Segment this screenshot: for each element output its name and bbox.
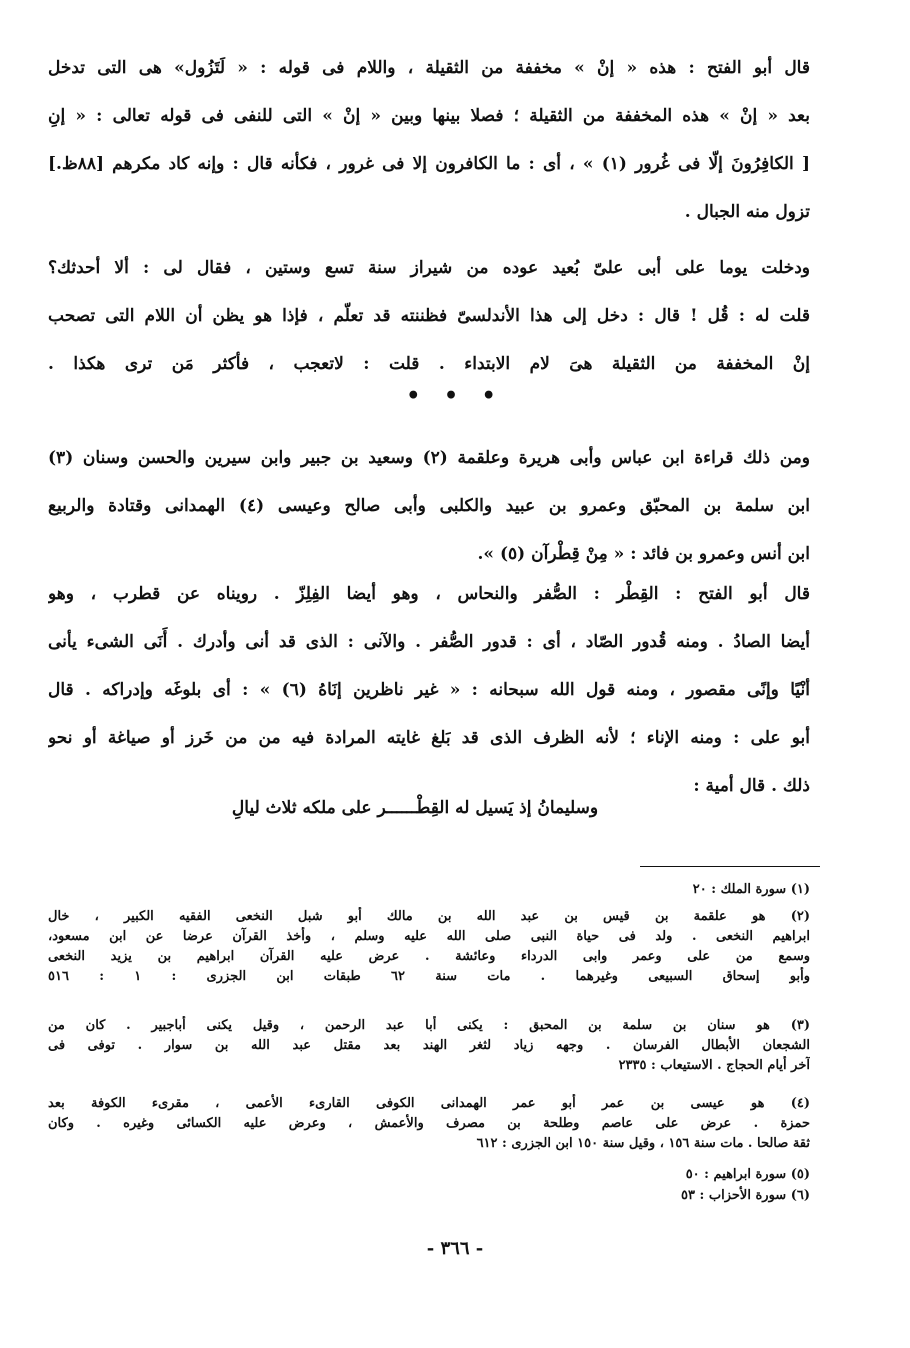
footnote-line: (٦) سورة الأحزاب : ٥٣ xyxy=(681,1188,810,1203)
footnote-2 xyxy=(48,907,810,987)
footnote-line: ابراهيم النخعى . ولد فى حياة النبى صلى الله عليه وسلم ، وأخذ القرآن عرضا عن ابن مسعود، xyxy=(48,929,810,944)
footnote-line: آخر أيام الحجاج . الاستيعاب : ٢٣٣٥ xyxy=(618,1058,810,1073)
paragraph-abu-ali-anecdote xyxy=(48,244,810,388)
footnote-5 xyxy=(48,1165,810,1185)
text-line: ومن ذلك قراءة ابن عباس وأبى هريرة وعلقمة (٢) وسعيد بن جبير وابن سيرين والحسن وسنان (٣) xyxy=(48,448,810,468)
footnote-line: حمزة . عرض على عاصم وطلحة بن مصرف والأعمش ، وعرض عليه الكسائى وغيره . وكان xyxy=(48,1116,810,1131)
footnote-6 xyxy=(48,1186,810,1206)
paragraph-qitr-explanation xyxy=(48,570,810,810)
footnote-line: (١) سورة الملك : ٢٠ xyxy=(692,882,810,897)
footnote-line: وسمع من على وعمر وابى الدرداء وعائشة . عرض عليه القرآن ابراهيم بن يزيد النخعى xyxy=(48,949,810,964)
text-line: قال أبو الفتح : القِطْر : الصُّفر والنحاس ، وهو أيضا الفِلِزّ . رويناه عن قطرب ، وهو xyxy=(48,584,810,604)
footnote-4 xyxy=(48,1094,810,1154)
poetry-verse: وسليمانُ إذ يَسيل له القِطْــــــر على ملكه ثلاث ليالِ xyxy=(231,798,599,818)
text-line: بعد « إنْ » هذه المخففة من الثقيلة ؛ فصلا بينها وبين « إنْ » التى للنفى فى قوله تعالى : « إنِ xyxy=(48,106,810,126)
footnote-line: (٥) سورة ابراهيم : ٥٠ xyxy=(685,1167,810,1182)
text-line: أيضا الصادُ . ومنه قُدور الصّاد ، أى : قدور الصُّفر . والآنى : الذى قد أنى وأدرك . أَنَى الشىء يأنى xyxy=(48,632,810,652)
footnote-line: وأبو إسحاق السبيعى وغيرهما . مات سنة ٦٢ طبقات ابن الجزرى : ١ : ٥١٦ xyxy=(48,969,810,984)
paragraph-qiraat xyxy=(48,434,810,578)
text-line: ودخلت يوما على أبى علىّ بُعيد عوده من شيراز سنة تسع وستين ، فقال لى : ألا أحدثك؟ xyxy=(48,258,810,278)
paragraph-abu-alfath-commentary xyxy=(48,44,810,236)
text-line: ابن سلمة بن المحبّق وعمرو بن عبيد والكلبى وأبى صالح وعيسى (٤) الهمدانى وقتادة والربيع xyxy=(48,496,810,516)
text-line: قال أبو الفتح : هذه « إنْ » مخففة من الثقيلة ، واللام فى قوله : « لَتَزُول» هى التى تدخل xyxy=(48,58,810,78)
footnote-1 xyxy=(48,880,810,900)
section-separator: • • • xyxy=(406,383,504,409)
page-number: - ٣٦٦ - xyxy=(426,1238,484,1259)
text-line: [ الكافِرُونَ إلّا فى غُرور (١) » ، أى : ما الكافرون إلا فى غرور ، فكأنه قال : وإنه كاد مكرهم [٨٨ظ.] xyxy=(48,154,810,174)
text-line: أنْيًا وإنًى مقصور ، ومنه قول الله سبحانه : « غير ناظرين إنَاهُ (٦) » : أى بلوغَه وإدراكه . قال xyxy=(48,680,810,700)
footnote-line: ثقة صالحا . مات سنة ١٥٦ ، وقيل سنة ١٥٠ ابن الجزرى : ٦١٢ xyxy=(476,1136,810,1151)
footnote-line: (٢) هو علقمة بن قيس بن عبد الله بن مالك أبو شبل النخعى الفقيه الكبير ، خال xyxy=(48,909,810,924)
text-line: ذلك . قال أمية : xyxy=(693,776,810,796)
footnote-divider xyxy=(640,866,820,867)
footnote-line: الشجعان الأبطال الفرسان . وجهه زياد لثغر الهند بعد مقتل عبد الله بن سوار . توفى فى xyxy=(48,1038,810,1053)
text-line: أبو على : ومنه الإناء ؛ لأنه الظرف الذى قد بَلغ غايته المرادة فيه من من خَرز أو صياغة أو نحو xyxy=(48,728,810,748)
footnote-3 xyxy=(48,1016,810,1076)
text-line: قلت له : قُل ! قال : دخل إلى هذا الأندلسىّ فظننته قد تعلّم ، فإذا هو يظن أن اللام التى تصحب xyxy=(48,306,810,326)
text-line: إنْ المخففة من الثقيلة هىَ لام الابتداء . قلت : لاتعجب ، فأكثر مَن ترى هكذا . xyxy=(48,354,810,374)
footnote-line: (٣) هو سنان بن سلمة بن المحبق : يكنى أبا عبد الرحمن ، وقيل يكنى أباجبير . كان من xyxy=(48,1018,810,1033)
text-line: تزول منه الجبال . xyxy=(684,202,810,222)
text-line: ابن أنس وعمرو بن فائد : « مِنْ قِطْرآن (٥) ». xyxy=(477,544,810,564)
footnote-line: (٤) هو عيسى بن عمر أبو عمر الهمدانى الكوفى القارىء الأعمى ، مقرىء الكوفة بعد xyxy=(48,1096,810,1111)
